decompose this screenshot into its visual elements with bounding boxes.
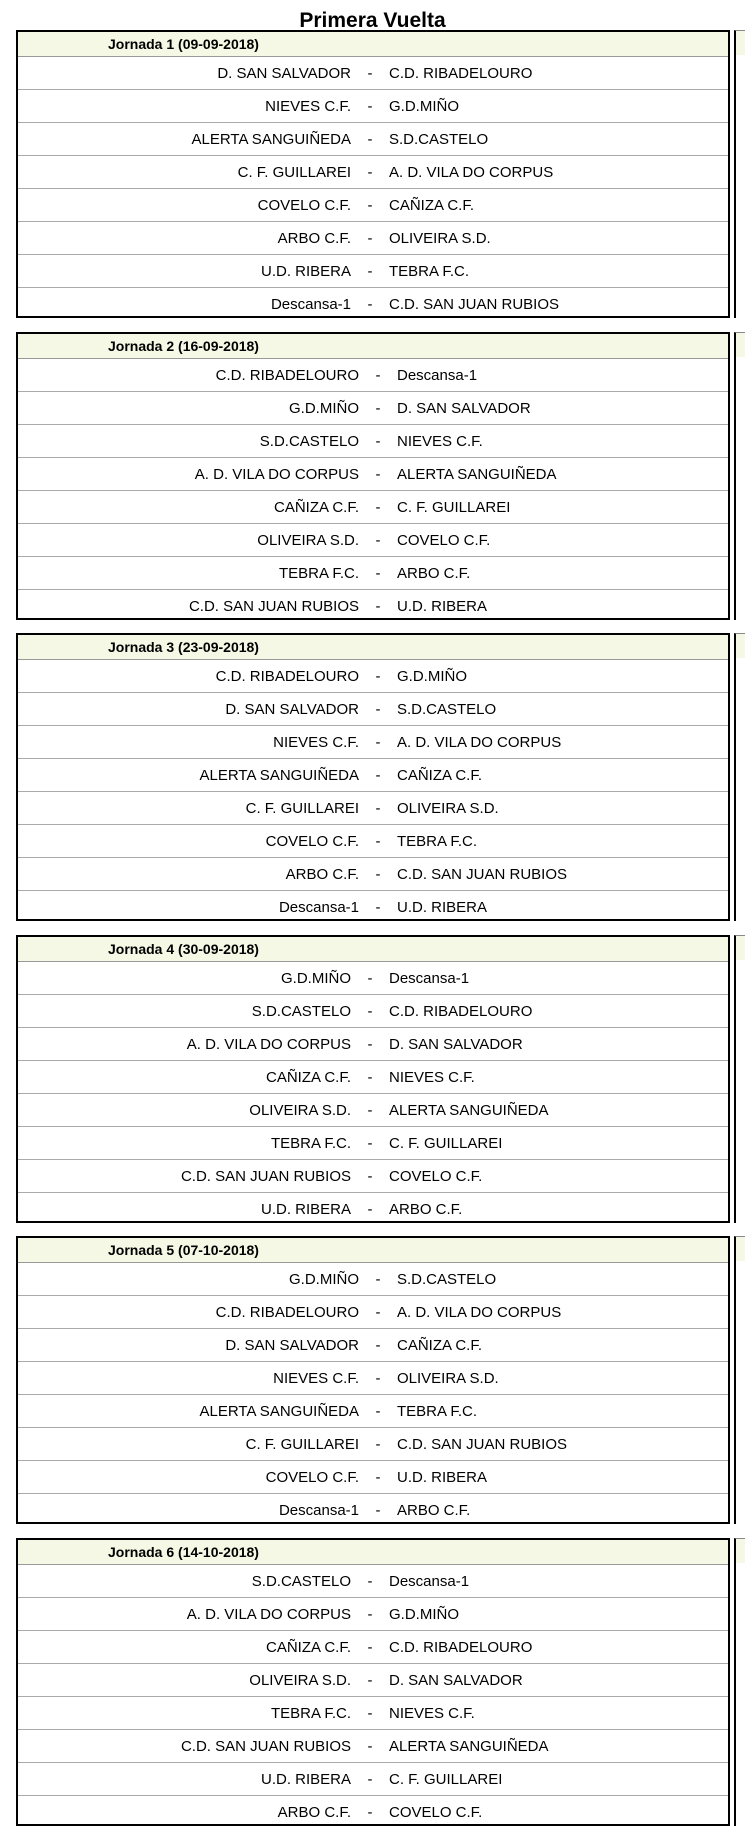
away-team: OLIVEIRA S.D. xyxy=(389,229,491,247)
match-row xyxy=(18,1697,728,1730)
match-separator: - xyxy=(375,799,381,817)
adjacent-table-edge xyxy=(734,633,745,921)
match-row xyxy=(18,1796,728,1826)
home-team: OLIVEIRA S.D. xyxy=(249,1671,351,1689)
away-team: TEBRA F.C. xyxy=(389,262,470,280)
match-row xyxy=(18,962,728,995)
away-team: D. SAN SALVADOR xyxy=(397,399,531,417)
home-team: D. SAN SALVADOR xyxy=(217,64,351,82)
away-team: TEBRA F.C. xyxy=(397,832,478,850)
match-separator: - xyxy=(375,1468,381,1486)
match-separator: - xyxy=(375,597,381,615)
match-row xyxy=(18,1763,728,1796)
match-row xyxy=(18,1061,728,1094)
away-team: COVELO C.F. xyxy=(389,1803,483,1821)
away-team: U.D. RIBERA xyxy=(397,597,488,615)
away-team: U.D. RIBERA xyxy=(397,898,488,916)
match-row xyxy=(18,1362,728,1395)
home-team: G.D.MIÑO xyxy=(281,969,351,987)
match-separator: - xyxy=(367,97,373,115)
home-team: COVELO C.F. xyxy=(265,1468,359,1486)
match-separator: - xyxy=(367,1803,373,1821)
home-team: ARBO C.F. xyxy=(277,229,351,247)
match-separator: - xyxy=(375,832,381,850)
match-separator: - xyxy=(367,229,373,247)
home-team: C.D. SAN JUAN RUBIOS xyxy=(180,1737,351,1755)
match-row xyxy=(18,222,728,255)
match-separator: - xyxy=(367,1068,373,1086)
match-row xyxy=(18,557,728,590)
home-team: C.D. RIBADELOURO xyxy=(215,1303,359,1321)
match-row xyxy=(18,693,728,726)
match-row xyxy=(18,458,728,491)
home-team: D. SAN SALVADOR xyxy=(225,700,359,718)
home-team: D. SAN SALVADOR xyxy=(225,1336,359,1354)
match-row xyxy=(18,858,728,891)
match-separator: - xyxy=(375,1501,381,1519)
home-team: C. F. GUILLAREI xyxy=(237,163,351,181)
match-row xyxy=(18,1730,728,1763)
match-separator: - xyxy=(367,1134,373,1152)
home-team: COVELO C.F. xyxy=(257,196,351,214)
match-row xyxy=(18,1263,728,1296)
home-team: A. D. VILA DO CORPUS xyxy=(186,1035,351,1053)
jornada-header: Jornada 4 (30-09-2018) xyxy=(18,937,728,962)
away-team: Descansa-1 xyxy=(389,1572,470,1590)
match-row xyxy=(18,1461,728,1494)
match-separator: - xyxy=(367,1035,373,1053)
match-row xyxy=(18,425,728,458)
adjacent-table-edge xyxy=(734,935,745,1223)
home-team: ALERTA SANGUIÑEDA xyxy=(199,1402,359,1420)
adjacent-table-edge xyxy=(734,332,745,620)
adjacent-table-edge xyxy=(734,30,745,318)
match-separator: - xyxy=(375,399,381,417)
home-team: C.D. RIBADELOURO xyxy=(215,667,359,685)
match-separator: - xyxy=(367,1200,373,1218)
away-team: C. F. GUILLAREI xyxy=(389,1770,503,1788)
away-team: S.D.CASTELO xyxy=(389,130,489,148)
match-separator: - xyxy=(375,667,381,685)
match-row xyxy=(18,660,728,693)
match-separator: - xyxy=(375,1270,381,1288)
match-row xyxy=(18,1664,728,1697)
match-row xyxy=(18,57,728,90)
home-team: ALERTA SANGUIÑEDA xyxy=(191,130,351,148)
match-row xyxy=(18,995,728,1028)
match-separator: - xyxy=(367,196,373,214)
away-team: U.D. RIBERA xyxy=(397,1468,488,1486)
match-separator: - xyxy=(375,564,381,582)
away-team: C.D. RIBADELOURO xyxy=(389,64,533,82)
match-row xyxy=(18,1160,728,1193)
jornada-table xyxy=(16,30,730,318)
away-team: TEBRA F.C. xyxy=(397,1402,478,1420)
adjacent-table-edge xyxy=(734,1538,745,1826)
match-row xyxy=(18,1631,728,1664)
home-team: C. F. GUILLAREI xyxy=(245,799,359,817)
match-separator: - xyxy=(367,1605,373,1623)
match-row xyxy=(18,726,728,759)
home-team: COVELO C.F. xyxy=(265,832,359,850)
page-title: Primera Vuelta xyxy=(299,9,446,32)
home-team: ALERTA SANGUIÑEDA xyxy=(199,766,359,784)
home-team: G.D.MIÑO xyxy=(289,399,359,417)
match-separator: - xyxy=(375,1303,381,1321)
away-team: C.D. RIBADELOURO xyxy=(389,1638,533,1656)
match-row xyxy=(18,891,728,921)
match-separator: - xyxy=(375,1435,381,1453)
match-separator: - xyxy=(367,1770,373,1788)
away-team: A. D. VILA DO CORPUS xyxy=(397,1303,562,1321)
home-team: U.D. RIBERA xyxy=(260,262,351,280)
match-row xyxy=(18,1329,728,1362)
match-row xyxy=(18,524,728,557)
match-row xyxy=(18,1565,728,1598)
match-separator: - xyxy=(367,1167,373,1185)
home-team: NIEVES C.F. xyxy=(265,97,351,115)
home-team: S.D.CASTELO xyxy=(251,1572,351,1590)
jornada-table xyxy=(16,332,730,620)
home-team: U.D. RIBERA xyxy=(260,1200,351,1218)
jornada-table xyxy=(16,935,730,1223)
jornada-table xyxy=(16,1538,730,1826)
match-separator: - xyxy=(367,163,373,181)
away-team: ARBO C.F. xyxy=(397,564,471,582)
match-separator: - xyxy=(367,1671,373,1689)
match-separator: - xyxy=(367,1572,373,1590)
match-row xyxy=(18,392,728,425)
match-row xyxy=(18,359,728,392)
jornada-header: Jornada 1 (09-09-2018) xyxy=(18,32,728,57)
away-team: ARBO C.F. xyxy=(397,1501,471,1519)
home-team: Descansa-1 xyxy=(270,295,351,313)
jornada-header: Jornada 2 (16-09-2018) xyxy=(18,334,728,359)
match-separator: - xyxy=(367,295,373,313)
home-team: OLIVEIRA S.D. xyxy=(257,531,359,549)
home-team: U.D. RIBERA xyxy=(260,1770,351,1788)
home-team: CAÑIZA C.F. xyxy=(265,1638,351,1656)
away-team: A. D. VILA DO CORPUS xyxy=(397,733,562,751)
match-row xyxy=(18,90,728,123)
match-separator: - xyxy=(367,1101,373,1119)
match-row xyxy=(18,288,728,318)
jornada-header: Jornada 5 (07-10-2018) xyxy=(18,1238,728,1263)
home-team: TEBRA F.C. xyxy=(278,564,359,582)
home-team: C.D. SAN JUAN RUBIOS xyxy=(188,597,359,615)
away-team: CAÑIZA C.F. xyxy=(389,196,475,214)
match-separator: - xyxy=(367,1638,373,1656)
match-separator: - xyxy=(375,766,381,784)
match-row xyxy=(18,491,728,524)
away-team: S.D.CASTELO xyxy=(397,1270,497,1288)
home-team: C.D. RIBADELOURO xyxy=(215,366,359,384)
away-team: ARBO C.F. xyxy=(389,1200,463,1218)
away-team: NIEVES C.F. xyxy=(389,1704,475,1722)
jornada-header: Jornada 6 (14-10-2018) xyxy=(18,1540,728,1565)
match-row xyxy=(18,759,728,792)
match-row xyxy=(18,792,728,825)
match-separator: - xyxy=(375,1402,381,1420)
match-row xyxy=(18,1395,728,1428)
match-row xyxy=(18,1428,728,1461)
away-team: D. SAN SALVADOR xyxy=(389,1671,523,1689)
away-team: G.D.MIÑO xyxy=(389,97,459,115)
home-team: ARBO C.F. xyxy=(285,865,359,883)
home-team: A. D. VILA DO CORPUS xyxy=(186,1605,351,1623)
away-team: C.D. SAN JUAN RUBIOS xyxy=(397,1435,568,1453)
home-team: S.D.CASTELO xyxy=(259,432,359,450)
away-team: CAÑIZA C.F. xyxy=(397,766,483,784)
home-team: CAÑIZA C.F. xyxy=(273,498,359,516)
match-separator: - xyxy=(375,898,381,916)
jornada-table xyxy=(16,633,730,921)
away-team: NIEVES C.F. xyxy=(397,432,483,450)
home-team: G.D.MIÑO xyxy=(289,1270,359,1288)
match-row xyxy=(18,1094,728,1127)
home-team: ARBO C.F. xyxy=(277,1803,351,1821)
match-separator: - xyxy=(367,1002,373,1020)
away-team: C.D. RIBADELOURO xyxy=(389,1002,533,1020)
home-team: S.D.CASTELO xyxy=(251,1002,351,1020)
away-team: C. F. GUILLAREI xyxy=(397,498,511,516)
home-team: A. D. VILA DO CORPUS xyxy=(194,465,359,483)
home-team: C. F. GUILLAREI xyxy=(245,1435,359,1453)
match-row xyxy=(18,156,728,189)
home-team: NIEVES C.F. xyxy=(273,733,359,751)
away-team: C.D. SAN JUAN RUBIOS xyxy=(389,295,560,313)
match-separator: - xyxy=(375,465,381,483)
match-separator: - xyxy=(375,865,381,883)
match-row xyxy=(18,189,728,222)
match-separator: - xyxy=(367,969,373,987)
away-team: G.D.MIÑO xyxy=(389,1605,459,1623)
away-team: Descansa-1 xyxy=(389,969,470,987)
away-team: S.D.CASTELO xyxy=(397,700,497,718)
away-team: COVELO C.F. xyxy=(397,531,491,549)
away-team: CAÑIZA C.F. xyxy=(397,1336,483,1354)
match-row xyxy=(18,123,728,156)
match-separator: - xyxy=(367,130,373,148)
match-separator: - xyxy=(367,64,373,82)
match-row xyxy=(18,1127,728,1160)
home-team: Descansa-1 xyxy=(278,898,359,916)
match-separator: - xyxy=(375,733,381,751)
match-separator: - xyxy=(375,1336,381,1354)
away-team: ALERTA SANGUIÑEDA xyxy=(389,1101,549,1119)
match-row xyxy=(18,825,728,858)
match-separator: - xyxy=(375,498,381,516)
jornada-header: Jornada 3 (23-09-2018) xyxy=(18,635,728,660)
away-team: ALERTA SANGUIÑEDA xyxy=(389,1737,549,1755)
match-row xyxy=(18,1494,728,1524)
home-team: OLIVEIRA S.D. xyxy=(249,1101,351,1119)
match-separator: - xyxy=(367,1737,373,1755)
match-row xyxy=(18,1193,728,1223)
match-row xyxy=(18,255,728,288)
home-team: TEBRA F.C. xyxy=(270,1134,351,1152)
match-separator: - xyxy=(367,262,373,280)
home-team: C.D. SAN JUAN RUBIOS xyxy=(180,1167,351,1185)
match-separator: - xyxy=(367,1704,373,1722)
home-team: CAÑIZA C.F. xyxy=(265,1068,351,1086)
away-team: D. SAN SALVADOR xyxy=(389,1035,523,1053)
match-row xyxy=(18,1296,728,1329)
adjacent-table-edge xyxy=(734,1236,745,1524)
away-team: C.D. SAN JUAN RUBIOS xyxy=(397,865,568,883)
match-separator: - xyxy=(375,432,381,450)
home-team: NIEVES C.F. xyxy=(273,1369,359,1387)
match-row xyxy=(18,1598,728,1631)
match-separator: - xyxy=(375,366,381,384)
match-row xyxy=(18,590,728,620)
home-team: TEBRA F.C. xyxy=(270,1704,351,1722)
away-team: OLIVEIRA S.D. xyxy=(397,799,499,817)
away-team: COVELO C.F. xyxy=(389,1167,483,1185)
away-team: NIEVES C.F. xyxy=(389,1068,475,1086)
away-team: OLIVEIRA S.D. xyxy=(397,1369,499,1387)
away-team: C. F. GUILLAREI xyxy=(389,1134,503,1152)
match-row xyxy=(18,1028,728,1061)
away-team: Descansa-1 xyxy=(397,366,478,384)
match-separator: - xyxy=(375,700,381,718)
match-separator: - xyxy=(375,531,381,549)
jornada-table xyxy=(16,1236,730,1524)
away-team: G.D.MIÑO xyxy=(397,667,467,685)
match-separator: - xyxy=(375,1369,381,1387)
away-team: A. D. VILA DO CORPUS xyxy=(389,163,554,181)
away-team: ALERTA SANGUIÑEDA xyxy=(397,465,557,483)
home-team: Descansa-1 xyxy=(278,1501,359,1519)
